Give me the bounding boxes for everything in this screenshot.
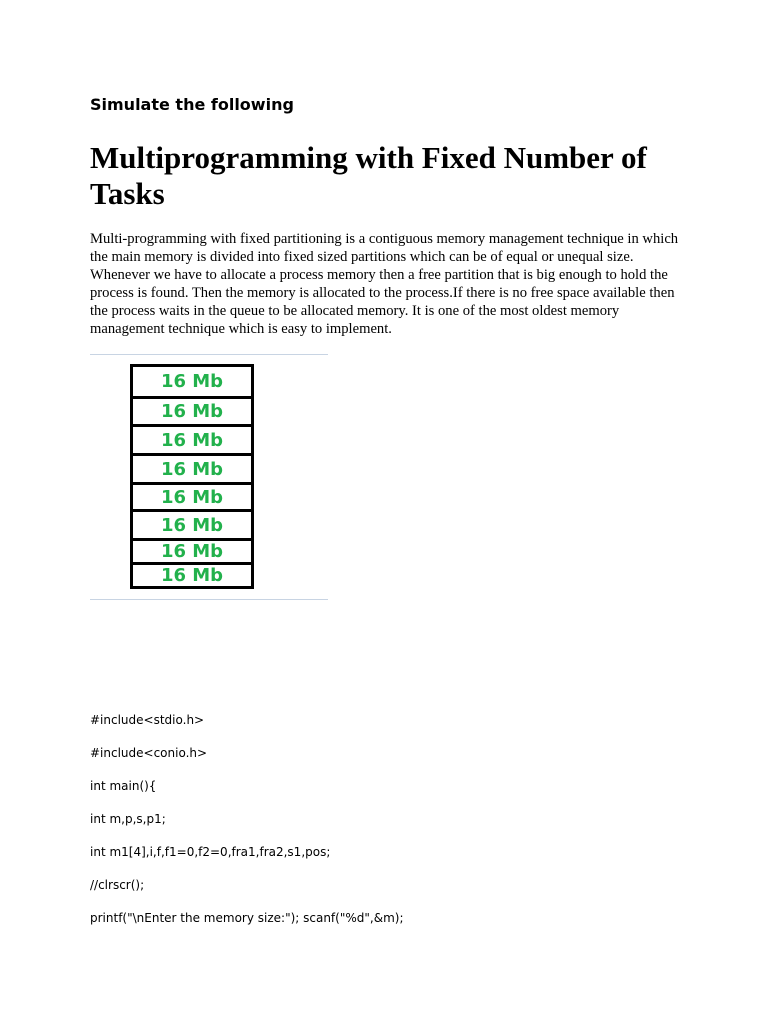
partition-cell: 16 Mb xyxy=(160,565,224,586)
partition-cell: 16 Mb xyxy=(133,541,251,565)
code-line: int main(){ xyxy=(90,779,157,793)
code-line: #include<stdio.h> xyxy=(90,713,205,727)
code-line: int m1[4],i,f,f1=0,f2=0,fra1,fra2,s1,pos; xyxy=(90,845,331,859)
subheading: Simulate the following xyxy=(90,95,294,114)
partition-cell: 16 Mb xyxy=(133,367,251,399)
code-line: printf("\nEnter the memory size:"); scanf("%d",&m); xyxy=(90,911,404,925)
partition-cell: 16 Mb xyxy=(133,427,251,456)
partition-cell: 16 Mb xyxy=(133,399,251,427)
memory-partition-figure xyxy=(90,354,328,600)
page-title: Multiprogramming with Fixed Number of Tasks xyxy=(90,140,647,211)
partition-cell: 16 Mb xyxy=(133,485,251,512)
code-line: int m,p,s,p1; xyxy=(90,812,166,826)
memory-partition-table xyxy=(130,364,254,589)
intro-paragraph: Multi-programming with fixed partitioning is a contiguous memory management technique in which the main memory is divided into fixed sized partitions which can be of equal or unequal size. Whenever we have to allocate a process memory then a free partition that is big enough to hold the process is found. Then the memory is allocated to the process.If there is no free space available then the process waits in the queue to be allocated memory. It is one of the most oldest memory management technique which is easy to implement. xyxy=(90,231,679,337)
partition-cell: 16 Mb xyxy=(133,456,251,485)
code-line: //clrscr(); xyxy=(90,878,145,892)
partition-cell: 16 Mb xyxy=(133,512,251,541)
code-line: #include<conio.h> xyxy=(90,746,208,760)
